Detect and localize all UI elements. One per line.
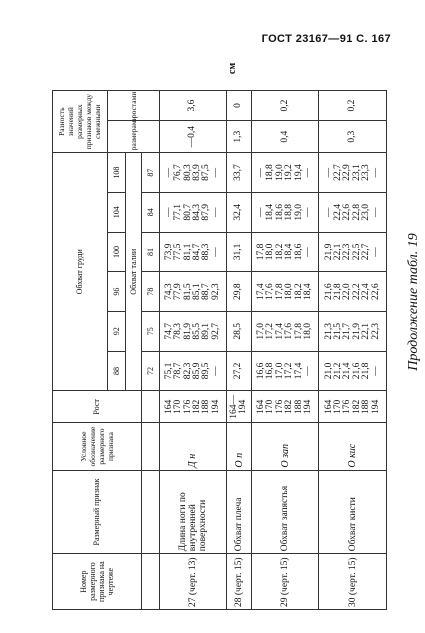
row-symbol: О кис — [319, 423, 387, 470]
waist-75: 75 — [141, 311, 159, 351]
row-diff-height: 0 — [227, 91, 252, 121]
row-value: 16,6 16,8 17,0 17,2 17,4 — — [251, 351, 318, 391]
col-name-spacer — [141, 470, 159, 554]
waist-group-header: Обхват талии — [125, 153, 141, 391]
row-value: 21,6 21,8 22,0 22,2 22,4 22,6 — [319, 272, 387, 312]
row-value: 17,0 17,2 17,4 17,6 17,8 18,0 — [251, 311, 318, 351]
row-name: Обхват запястья — [251, 470, 318, 554]
waist-84: 84 — [141, 192, 159, 232]
row-symbol: Д н — [159, 423, 226, 470]
row-value: 21,3 21,5 21,7 21,9 22,1 22,3 — [319, 311, 387, 351]
row-value: — 18,8 19,0 19,2 19,4 — — [251, 153, 318, 193]
row-diff-height: 0,2 — [251, 91, 318, 121]
row-diff-size: 0,3 — [319, 121, 387, 153]
chest-88: 88 — [107, 351, 125, 391]
row-value: 73,9 77,5 81,1 84,7 88,3 — — [159, 232, 226, 272]
row-heights: 164 170 176 182 188 194 — [159, 391, 226, 423]
row-value: 32,4 — [227, 192, 252, 232]
diff-size-header: размерами — [107, 121, 159, 153]
row-name: Длина ноги по внутренней поверхности — [159, 470, 226, 554]
chest-92: 92 — [107, 311, 125, 351]
col-height-header: Рост — [53, 391, 142, 423]
row-number: 28 (черт. 15) — [227, 554, 252, 610]
row-diff-size: —0,4 — [159, 121, 226, 153]
row-value: 21,9 22,1 22,3 22,5 22,7 — — [319, 232, 387, 272]
row-symbol: О зап — [251, 423, 318, 470]
row-value: 17,4 17,6 17,8 18,0 18,2 18,4 — [251, 272, 318, 312]
col-sym-header: Условное обозначение размерного признака — [53, 423, 142, 470]
table-row — [159, 91, 226, 610]
row-diff-height: 3,6 — [159, 91, 226, 121]
row-diff-size: 1,3 — [227, 121, 252, 153]
row-value: — 18,4 18,6 18,8 19,0 — — [251, 192, 318, 232]
waist-87: 87 — [141, 153, 159, 193]
col-name-header: Размерный признак — [53, 470, 142, 554]
row-diff-height: 0,2 — [319, 91, 387, 121]
row-heights: 164 170 176 182 188 194 — [319, 391, 387, 423]
diff-height-header: ростами — [107, 91, 159, 121]
row-number: 27 (черт. 13) — [159, 554, 226, 610]
row-name: Обхват кисти — [319, 470, 387, 554]
row-value: 17,8 18,0 18,2 18,4 18,6 — — [251, 232, 318, 272]
table-row — [251, 91, 318, 610]
col-sym-spacer — [141, 423, 159, 470]
chest-96: 96 — [107, 272, 125, 312]
row-value: 29,8 — [227, 272, 252, 312]
row-value: 21,0 21,2 21,4 21,6 21,8 — — [319, 351, 387, 391]
col-height-spacer — [141, 391, 159, 423]
row-value: — 22,4 22,6 22,8 23,0 — — [319, 192, 387, 232]
chest-group-header: Обхват груди — [53, 153, 108, 391]
table-continuation-label: Продолжение табл. 19 — [406, 233, 421, 371]
row-value: 74,7 78,3 81,9 85,5 89,1 92,7 — [159, 311, 226, 351]
row-diff-size: 0,4 — [251, 121, 318, 153]
chest-104: 104 — [107, 192, 125, 232]
chest-108: 108 — [107, 153, 125, 193]
chest-100: 100 — [107, 232, 125, 272]
row-value: 28,5 — [227, 311, 252, 351]
row-number: 30 (черт. 15) — [319, 554, 387, 610]
row-value: 31,1 — [227, 232, 252, 272]
waist-78: 78 — [141, 272, 159, 312]
row-symbol: О п — [227, 423, 252, 470]
row-heights: 164 170 176 182 188 194 — [251, 391, 318, 423]
waist-81: 81 — [141, 232, 159, 272]
rotated-table — [52, 90, 387, 610]
row-number: 29 (черт. 15) — [251, 554, 318, 610]
measurement-table — [52, 90, 387, 610]
row-heights: 164—194 — [227, 391, 252, 423]
col-num-header: Номер размерного признака на чертеже — [53, 554, 142, 610]
col-num-spacer — [141, 554, 159, 610]
row-value: — 76,7 80,3 83,9 87,5 — — [159, 153, 226, 193]
unit-label: см — [227, 62, 239, 75]
row-value: 27,2 — [227, 351, 252, 391]
row-value: — 77,1 80,7 84,3 87,9 — — [159, 192, 226, 232]
row-value: — 22,7 22,9 23,1 23,3 — — [319, 153, 387, 193]
row-value: 33,7 — [227, 153, 252, 193]
row-name: Обхват плеча — [227, 470, 252, 554]
waist-72: 72 — [141, 351, 159, 391]
table-row — [227, 91, 252, 610]
table-row — [319, 91, 387, 610]
row-value: 74,3 77,9 81,5 85,1 88,7 92,3 — [159, 272, 226, 312]
page-header: ГОСТ 23167—91 С. 167 — [261, 33, 391, 45]
row-value: 75,1 78,7 82,3 85,9 89,5 — — [159, 351, 226, 391]
diff-header: Разность значений размерных признаков между смежными — [53, 91, 108, 153]
